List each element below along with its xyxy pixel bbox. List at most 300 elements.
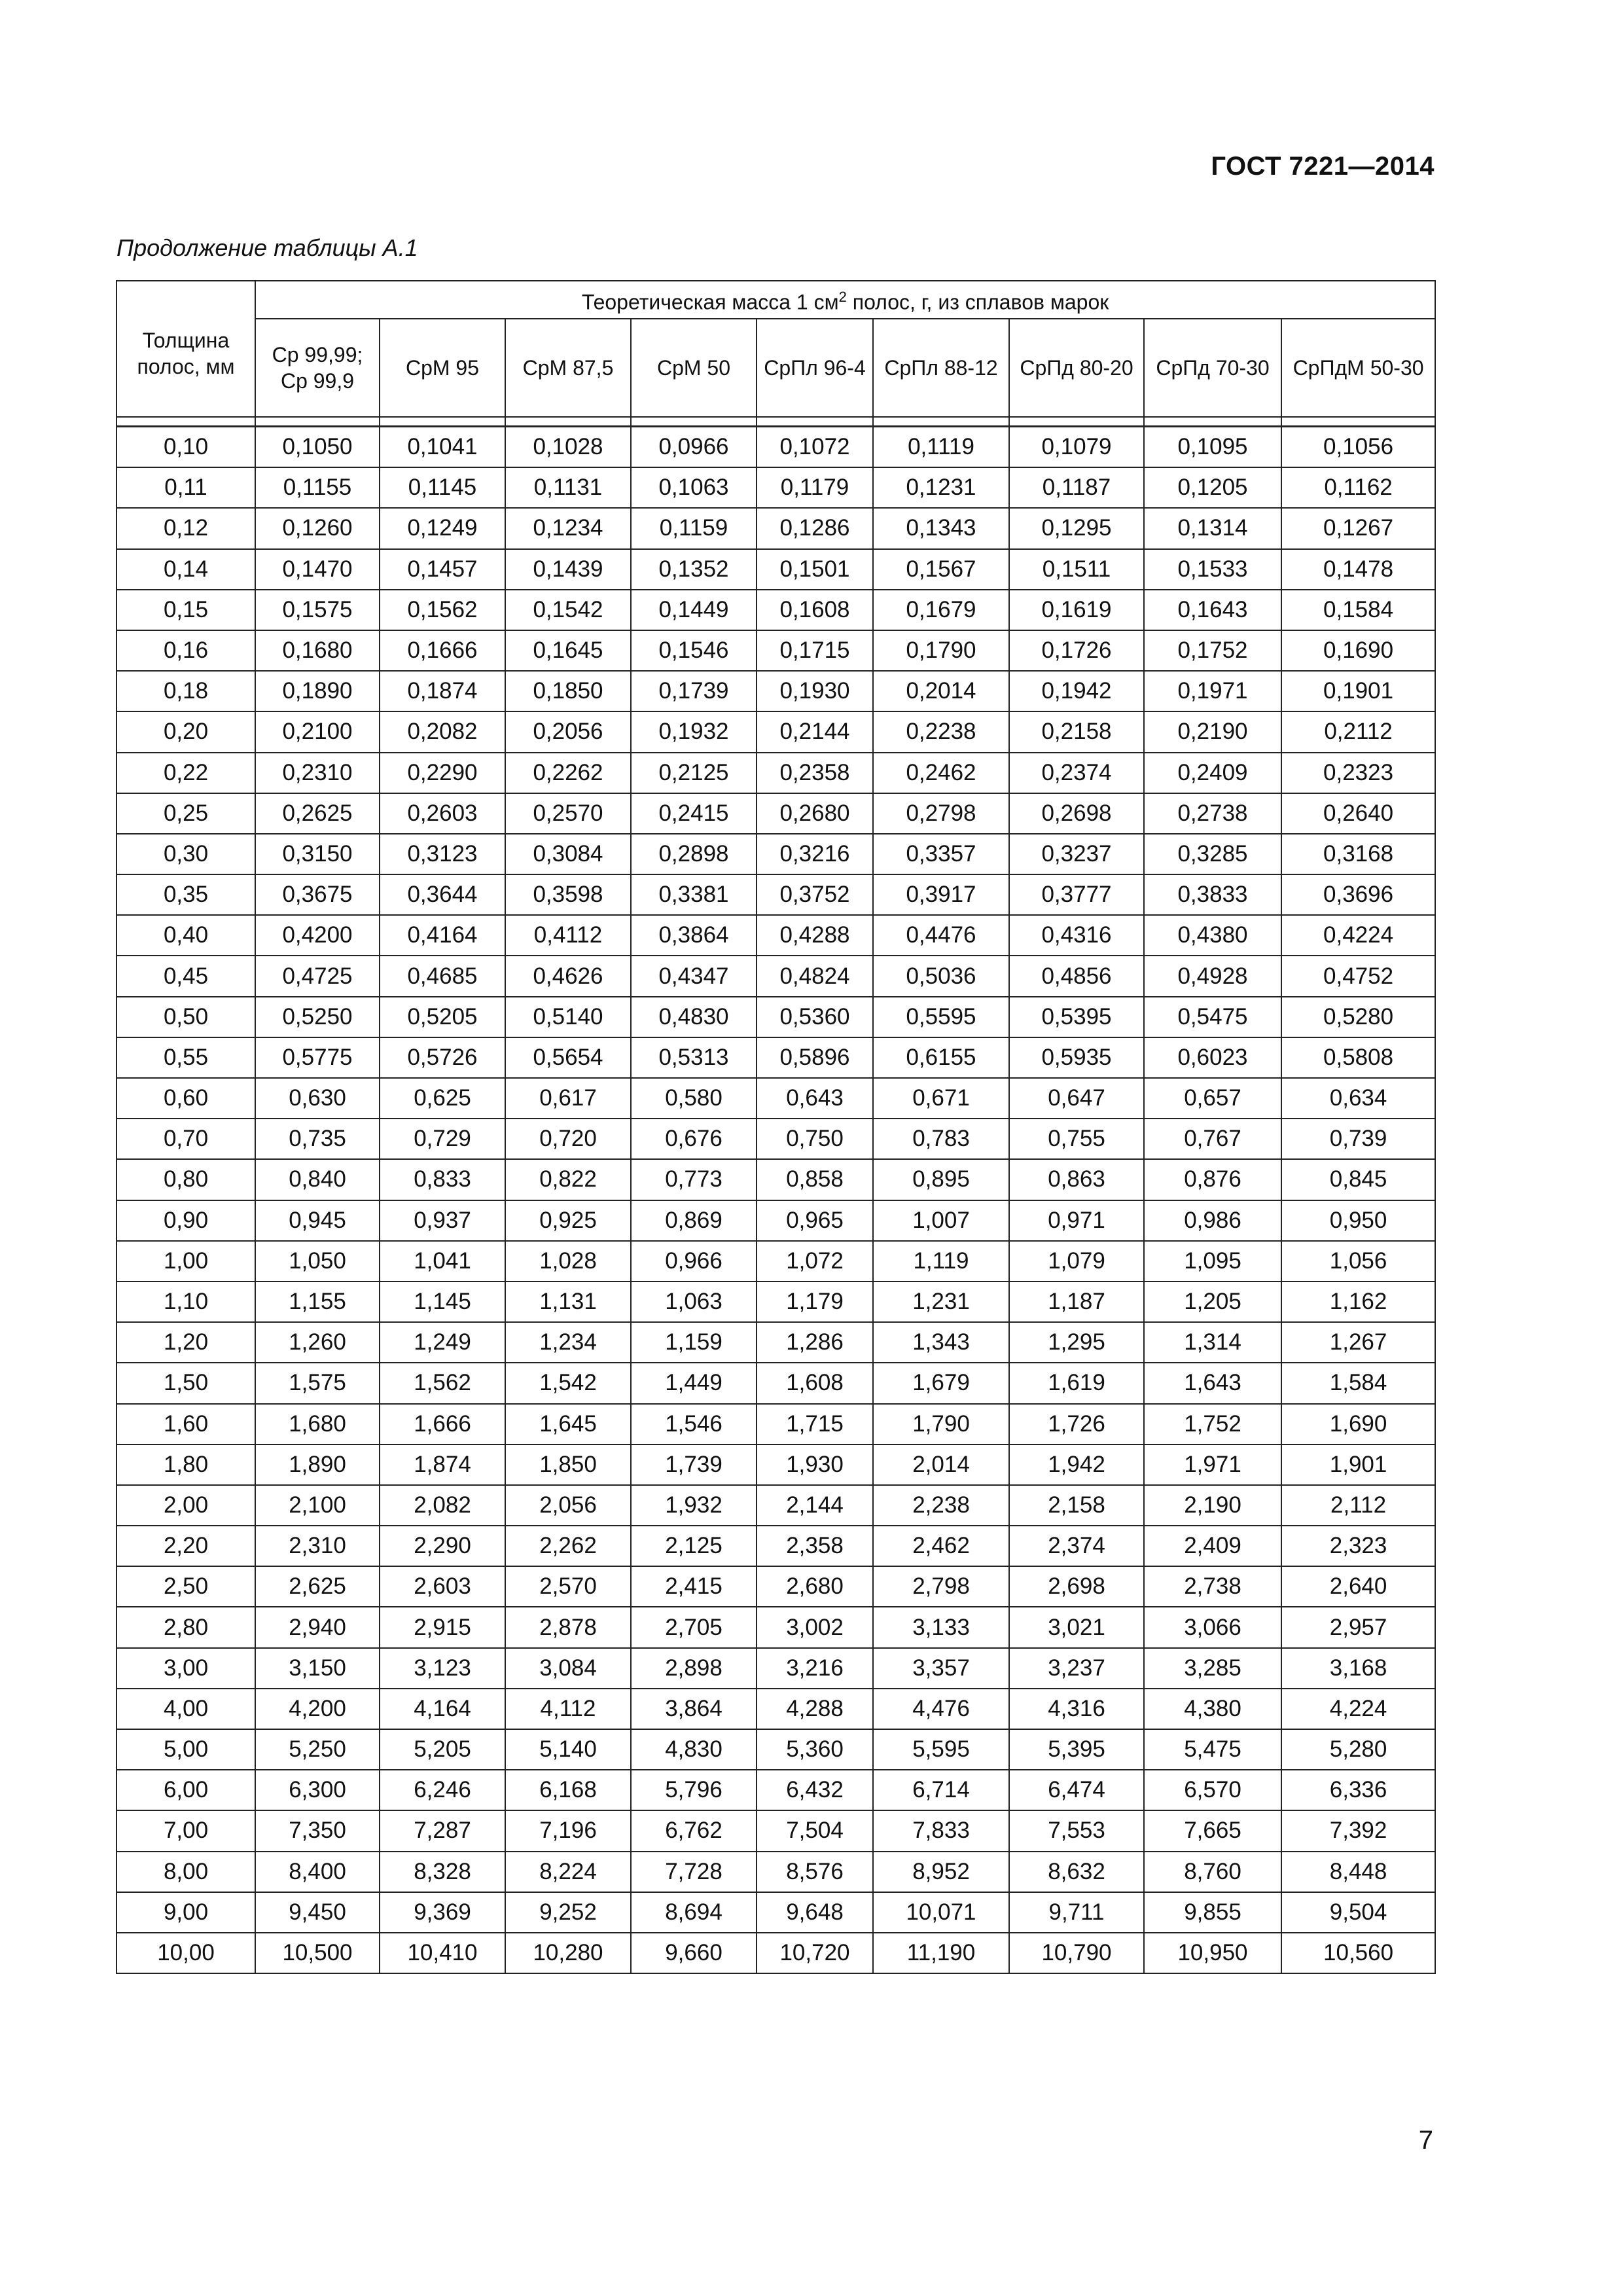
header-gap-row xyxy=(116,417,1435,427)
mass-cell: 0,750 xyxy=(757,1119,873,1159)
mass-cell: 0,4928 xyxy=(1144,956,1281,996)
mass-cell: 0,3381 xyxy=(631,874,757,915)
thickness-cell: 0,16 xyxy=(116,630,255,671)
mass-cell: 1,542 xyxy=(505,1363,631,1403)
mass-cell: 1,267 xyxy=(1281,1322,1435,1363)
mass-cell: 6,432 xyxy=(757,1770,873,1810)
mass-cell: 1,679 xyxy=(873,1363,1009,1403)
mass-cell: 0,1179 xyxy=(757,467,873,508)
mass-cell: 1,056 xyxy=(1281,1241,1435,1282)
mass-cell: 0,4856 xyxy=(1009,956,1144,996)
mass-cell: 1,608 xyxy=(757,1363,873,1403)
table-row xyxy=(116,1119,1435,1159)
mass-cell: 1,205 xyxy=(1144,1282,1281,1322)
mass-cell: 0,2680 xyxy=(757,793,873,834)
mass-cell: 0,1666 xyxy=(380,630,505,671)
column-header: СрПд 80-20 xyxy=(1009,319,1144,417)
thickness-cell: 1,50 xyxy=(116,1363,255,1403)
mass-cell: 0,858 xyxy=(757,1159,873,1200)
mass-cell: 0,833 xyxy=(380,1159,505,1200)
mass-cell: 8,448 xyxy=(1281,1852,1435,1892)
thickness-cell: 2,00 xyxy=(116,1485,255,1526)
mass-cell: 0,1542 xyxy=(505,590,631,630)
mass-cell: 0,3357 xyxy=(873,834,1009,874)
mass-cell: 1,874 xyxy=(380,1444,505,1485)
mass-cell: 0,2603 xyxy=(380,793,505,834)
mass-cell: 0,5475 xyxy=(1144,997,1281,1037)
mass-cell: 0,2625 xyxy=(255,793,380,834)
mass-cell: 0,1439 xyxy=(505,549,631,590)
mass-cell: 0,1478 xyxy=(1281,549,1435,590)
mass-cell: 0,3216 xyxy=(757,834,873,874)
mass-cell: 0,1162 xyxy=(1281,467,1435,508)
mass-cell: 0,1608 xyxy=(757,590,873,630)
mass-cell: 0,5896 xyxy=(757,1037,873,1078)
mass-cell: 0,6023 xyxy=(1144,1037,1281,1078)
mass-cell: 1,295 xyxy=(1009,1322,1144,1363)
column-header: Ср 99,99; Ср 99,9 xyxy=(255,319,380,417)
mass-cell: 5,360 xyxy=(757,1729,873,1770)
mass-cell: 0,986 xyxy=(1144,1200,1281,1241)
mass-cell: 10,280 xyxy=(505,1933,631,1973)
mass-cell: 9,660 xyxy=(631,1933,757,1973)
table-row xyxy=(116,874,1435,915)
mass-cell: 0,1726 xyxy=(1009,630,1144,671)
mass-cell: 0,1562 xyxy=(380,590,505,630)
mass-cell: 0,4725 xyxy=(255,956,380,996)
table-row xyxy=(116,1648,1435,1689)
mass-cell: 1,187 xyxy=(1009,1282,1144,1322)
mass-cell: 0,4626 xyxy=(505,956,631,996)
mass-cell: 0,1249 xyxy=(380,508,505,548)
mass-cell: 0,1942 xyxy=(1009,671,1144,711)
column-header: СрМ 50 xyxy=(631,319,757,417)
mass-cell: 3,168 xyxy=(1281,1648,1435,1689)
mass-cell: 0,1095 xyxy=(1144,427,1281,468)
mass-cell: 6,474 xyxy=(1009,1770,1144,1810)
mass-cell: 0,671 xyxy=(873,1078,1009,1119)
mass-cell: 0,2262 xyxy=(505,753,631,793)
mass-cell: 2,640 xyxy=(1281,1566,1435,1607)
mass-cell: 7,833 xyxy=(873,1810,1009,1851)
mass-cell: 1,680 xyxy=(255,1404,380,1444)
mass-cell: 1,079 xyxy=(1009,1241,1144,1282)
mass-cell: 1,850 xyxy=(505,1444,631,1485)
mass-cell: 1,063 xyxy=(631,1282,757,1322)
thickness-header: Толщина полос, мм xyxy=(116,281,255,417)
thickness-cell: 0,10 xyxy=(116,427,255,468)
mass-cell: 0,625 xyxy=(380,1078,505,1119)
thickness-cell: 0,22 xyxy=(116,753,255,793)
mass-cell: 0,5808 xyxy=(1281,1037,1435,1078)
mass-cell: 0,657 xyxy=(1144,1078,1281,1119)
mass-cell: 0,643 xyxy=(757,1078,873,1119)
mass-cell: 0,2570 xyxy=(505,793,631,834)
thickness-cell: 2,20 xyxy=(116,1526,255,1566)
mass-cell: 0,5395 xyxy=(1009,997,1144,1037)
mass-cell: 0,3237 xyxy=(1009,834,1144,874)
table-row xyxy=(116,1159,1435,1200)
mass-cell: 5,395 xyxy=(1009,1729,1144,1770)
mass-cell: 0,4164 xyxy=(380,915,505,956)
mass-cell: 0,1079 xyxy=(1009,427,1144,468)
mass-cell: 9,252 xyxy=(505,1892,631,1933)
mass-cell: 1,314 xyxy=(1144,1322,1281,1363)
mass-cell: 0,755 xyxy=(1009,1119,1144,1159)
mass-cell: 1,790 xyxy=(873,1404,1009,1444)
thickness-cell: 4,00 xyxy=(116,1689,255,1729)
mass-cell: 0,3752 xyxy=(757,874,873,915)
mass-cell: 2,358 xyxy=(757,1526,873,1566)
table-row xyxy=(116,427,1435,468)
mass-cell: 3,150 xyxy=(255,1648,380,1689)
mass-cell: 0,735 xyxy=(255,1119,380,1159)
mass-cell: 6,762 xyxy=(631,1810,757,1851)
mass-cell: 0,966 xyxy=(631,1241,757,1282)
column-header: СрМ 87,5 xyxy=(505,319,631,417)
thickness-cell: 0,12 xyxy=(116,508,255,548)
mass-cell: 0,2056 xyxy=(505,711,631,752)
mass-cell: 0,1314 xyxy=(1144,508,1281,548)
mass-cell: 2,940 xyxy=(255,1607,380,1647)
table-row xyxy=(116,549,1435,590)
thickness-cell: 0,50 xyxy=(116,997,255,1037)
mass-cell: 0,1971 xyxy=(1144,671,1281,711)
mass-cell: 7,504 xyxy=(757,1810,873,1851)
thickness-cell: 0,20 xyxy=(116,711,255,752)
mass-cell: 1,546 xyxy=(631,1404,757,1444)
table-row xyxy=(116,711,1435,752)
mass-cell: 0,1159 xyxy=(631,508,757,548)
mass-cell: 2,915 xyxy=(380,1607,505,1647)
mass-cell: 6,246 xyxy=(380,1770,505,1810)
page-number: 7 xyxy=(1418,2126,1433,2155)
mass-cell: 0,1511 xyxy=(1009,549,1144,590)
table-row xyxy=(116,508,1435,548)
thickness-cell: 8,00 xyxy=(116,1852,255,1892)
mass-cell: 0,1234 xyxy=(505,508,631,548)
mass-cell: 0,1752 xyxy=(1144,630,1281,671)
mass-cell: 0,1449 xyxy=(631,590,757,630)
mass-cell: 0,2798 xyxy=(873,793,1009,834)
mass-cell: 7,665 xyxy=(1144,1810,1281,1851)
thickness-cell: 6,00 xyxy=(116,1770,255,1810)
mass-cell: 1,050 xyxy=(255,1241,380,1282)
mass-cell: 0,634 xyxy=(1281,1078,1435,1119)
mass-cell: 9,648 xyxy=(757,1892,873,1933)
mass-cell: 2,238 xyxy=(873,1485,1009,1526)
mass-cell: 7,553 xyxy=(1009,1810,1144,1851)
table-row xyxy=(116,1810,1435,1851)
mass-cell: 0,3675 xyxy=(255,874,380,915)
mass-cell: 0,1231 xyxy=(873,467,1009,508)
mass-cell: 1,343 xyxy=(873,1322,1009,1363)
mass-cell: 0,739 xyxy=(1281,1119,1435,1159)
mass-cell: 5,250 xyxy=(255,1729,380,1770)
mass-cell: 0,1155 xyxy=(255,467,380,508)
mass-cell: 3,133 xyxy=(873,1607,1009,1647)
mass-cell: 3,357 xyxy=(873,1648,1009,1689)
group-header-after: полос, г, из сплавов марок xyxy=(846,290,1109,314)
mass-cell: 5,475 xyxy=(1144,1729,1281,1770)
table-row xyxy=(116,671,1435,711)
mass-cell: 0,630 xyxy=(255,1078,380,1119)
mass-cell: 0,1119 xyxy=(873,427,1009,468)
mass-cell: 0,0966 xyxy=(631,427,757,468)
mass-cell: 0,3285 xyxy=(1144,834,1281,874)
mass-cell: 7,728 xyxy=(631,1852,757,1892)
mass-cell: 1,890 xyxy=(255,1444,380,1485)
mass-cell: 0,1533 xyxy=(1144,549,1281,590)
mass-cell: 3,066 xyxy=(1144,1607,1281,1647)
mass-cell: 4,380 xyxy=(1144,1689,1281,1729)
mass-cell: 1,155 xyxy=(255,1282,380,1322)
thickness-cell: 9,00 xyxy=(116,1892,255,1933)
mass-cell: 10,071 xyxy=(873,1892,1009,1933)
mass-cell: 0,3150 xyxy=(255,834,380,874)
mass-cell: 1,942 xyxy=(1009,1444,1144,1485)
mass-cell: 0,3598 xyxy=(505,874,631,915)
mass-cell: 1,901 xyxy=(1281,1444,1435,1485)
mass-cell: 0,950 xyxy=(1281,1200,1435,1241)
mass-cell: 0,1567 xyxy=(873,549,1009,590)
mass-cell: 0,1205 xyxy=(1144,467,1281,508)
mass-cell: 2,570 xyxy=(505,1566,631,1607)
thickness-cell: 10,00 xyxy=(116,1933,255,1973)
mass-cell: 0,971 xyxy=(1009,1200,1144,1241)
mass-cell: 0,5280 xyxy=(1281,997,1435,1037)
mass-cell: 0,1041 xyxy=(380,427,505,468)
mass-cell: 4,316 xyxy=(1009,1689,1144,1729)
table-body xyxy=(116,427,1435,1974)
mass-cell: 2,100 xyxy=(255,1485,380,1526)
table-row xyxy=(116,1689,1435,1729)
mass-cell: 4,164 xyxy=(380,1689,505,1729)
mass-cell: 0,2014 xyxy=(873,671,1009,711)
thickness-cell: 3,00 xyxy=(116,1648,255,1689)
mass-cell: 7,287 xyxy=(380,1810,505,1851)
mass-cell: 2,705 xyxy=(631,1607,757,1647)
mass-cell: 0,1546 xyxy=(631,630,757,671)
mass-cell: 10,560 xyxy=(1281,1933,1435,1973)
mass-cell: 2,603 xyxy=(380,1566,505,1607)
mass-table xyxy=(116,280,1436,1974)
mass-cell: 0,5360 xyxy=(757,997,873,1037)
thickness-cell: 0,60 xyxy=(116,1078,255,1119)
mass-cell: 0,3833 xyxy=(1144,874,1281,915)
mass-cell: 1,619 xyxy=(1009,1363,1144,1403)
mass-cell: 9,711 xyxy=(1009,1892,1144,1933)
mass-cell: 1,752 xyxy=(1144,1404,1281,1444)
mass-cell: 2,738 xyxy=(1144,1566,1281,1607)
table-row xyxy=(116,915,1435,956)
mass-cell: 1,095 xyxy=(1144,1241,1281,1282)
table-row xyxy=(116,1607,1435,1647)
mass-cell: 1,666 xyxy=(380,1404,505,1444)
table-row xyxy=(116,1729,1435,1770)
mass-cell: 10,950 xyxy=(1144,1933,1281,1973)
mass-cell: 0,845 xyxy=(1281,1159,1435,1200)
table-row xyxy=(116,1241,1435,1282)
mass-cell: 1,739 xyxy=(631,1444,757,1485)
mass-cell: 7,392 xyxy=(1281,1810,1435,1851)
mass-cell: 1,162 xyxy=(1281,1282,1435,1322)
mass-cell: 0,720 xyxy=(505,1119,631,1159)
mass-cell: 0,1901 xyxy=(1281,671,1435,711)
mass-cell: 1,449 xyxy=(631,1363,757,1403)
mass-cell: 4,288 xyxy=(757,1689,873,1729)
mass-cell: 2,056 xyxy=(505,1485,631,1526)
mass-cell: 0,2144 xyxy=(757,711,873,752)
mass-cell: 0,2238 xyxy=(873,711,1009,752)
table-row xyxy=(116,1200,1435,1241)
table-row xyxy=(116,1322,1435,1363)
mass-cell: 2,409 xyxy=(1144,1526,1281,1566)
mass-cell: 0,676 xyxy=(631,1119,757,1159)
mass-cell: 5,595 xyxy=(873,1729,1009,1770)
mass-cell: 1,179 xyxy=(757,1282,873,1322)
mass-cell: 0,1575 xyxy=(255,590,380,630)
mass-cell: 2,798 xyxy=(873,1566,1009,1607)
mass-cell: 9,450 xyxy=(255,1892,380,1933)
mass-cell: 3,002 xyxy=(757,1607,873,1647)
table-row xyxy=(116,1282,1435,1322)
mass-cell: 1,930 xyxy=(757,1444,873,1485)
mass-cell: 8,576 xyxy=(757,1852,873,1892)
mass-cell: 4,112 xyxy=(505,1689,631,1729)
mass-cell: 0,1739 xyxy=(631,671,757,711)
mass-cell: 0,1050 xyxy=(255,427,380,468)
mass-cell: 0,5313 xyxy=(631,1037,757,1078)
mass-cell: 4,200 xyxy=(255,1689,380,1729)
mass-cell: 10,720 xyxy=(757,1933,873,1973)
mass-cell: 0,1295 xyxy=(1009,508,1144,548)
mass-cell: 0,2409 xyxy=(1144,753,1281,793)
mass-cell: 2,262 xyxy=(505,1526,631,1566)
mass-cell: 0,3917 xyxy=(873,874,1009,915)
mass-cell: 2,625 xyxy=(255,1566,380,1607)
mass-cell: 4,476 xyxy=(873,1689,1009,1729)
mass-cell: 1,260 xyxy=(255,1322,380,1363)
mass-cell: 0,4112 xyxy=(505,915,631,956)
table-row xyxy=(116,467,1435,508)
mass-cell: 0,945 xyxy=(255,1200,380,1241)
mass-cell: 0,4224 xyxy=(1281,915,1435,956)
mass-cell: 6,570 xyxy=(1144,1770,1281,1810)
thickness-cell: 2,50 xyxy=(116,1566,255,1607)
mass-cell: 0,863 xyxy=(1009,1159,1144,1200)
thickness-cell: 0,45 xyxy=(116,956,255,996)
mass-cell: 0,2415 xyxy=(631,793,757,834)
mass-cell: 0,2310 xyxy=(255,753,380,793)
mass-cell: 0,3168 xyxy=(1281,834,1435,874)
thickness-cell: 1,00 xyxy=(116,1241,255,1282)
mass-cell: 5,796 xyxy=(631,1770,757,1810)
mass-cell: 0,1501 xyxy=(757,549,873,590)
table-caption: Продолжение таблицы А.1 xyxy=(116,234,418,261)
table-row xyxy=(116,1566,1435,1607)
mass-cell: 0,5140 xyxy=(505,997,631,1037)
table-row xyxy=(116,1933,1435,1973)
mass-cell: 0,2738 xyxy=(1144,793,1281,834)
mass-cell: 2,415 xyxy=(631,1566,757,1607)
mass-cell: 1,145 xyxy=(380,1282,505,1322)
mass-cell: 0,1890 xyxy=(255,671,380,711)
mass-cell: 1,231 xyxy=(873,1282,1009,1322)
mass-cell: 9,504 xyxy=(1281,1892,1435,1933)
mass-cell: 2,323 xyxy=(1281,1526,1435,1566)
mass-cell: 2,680 xyxy=(757,1566,873,1607)
mass-cell: 0,580 xyxy=(631,1078,757,1119)
mass-cell: 0,1145 xyxy=(380,467,505,508)
mass-cell: 0,1131 xyxy=(505,467,631,508)
mass-cell: 0,5775 xyxy=(255,1037,380,1078)
mass-cell: 0,1930 xyxy=(757,671,873,711)
mass-cell: 1,234 xyxy=(505,1322,631,1363)
mass-cell: 0,3696 xyxy=(1281,874,1435,915)
mass-cell: 10,790 xyxy=(1009,1933,1144,1973)
mass-cell: 0,2125 xyxy=(631,753,757,793)
mass-cell: 0,5595 xyxy=(873,997,1009,1037)
mass-cell: 0,4752 xyxy=(1281,956,1435,996)
mass-cell: 2,374 xyxy=(1009,1526,1144,1566)
mass-cell: 2,898 xyxy=(631,1648,757,1689)
mass-cell: 0,2290 xyxy=(380,753,505,793)
mass-cell: 0,1715 xyxy=(757,630,873,671)
mass-cell: 7,196 xyxy=(505,1810,631,1851)
mass-cell: 0,840 xyxy=(255,1159,380,1200)
mass-cell: 0,3644 xyxy=(380,874,505,915)
mass-cell: 3,123 xyxy=(380,1648,505,1689)
mass-cell: 0,4824 xyxy=(757,956,873,996)
mass-cell: 0,5036 xyxy=(873,956,1009,996)
mass-cell: 0,4476 xyxy=(873,915,1009,956)
mass-cell: 0,3864 xyxy=(631,915,757,956)
mass-cell: 1,715 xyxy=(757,1404,873,1444)
thickness-cell: 0,25 xyxy=(116,793,255,834)
mass-cell: 10,500 xyxy=(255,1933,380,1973)
thickness-cell: 0,15 xyxy=(116,590,255,630)
mass-cell: 0,1260 xyxy=(255,508,380,548)
mass-cell: 2,144 xyxy=(757,1485,873,1526)
mass-cell: 0,965 xyxy=(757,1200,873,1241)
mass-cell: 0,1584 xyxy=(1281,590,1435,630)
thickness-cell: 1,60 xyxy=(116,1404,255,1444)
mass-cell: 0,1028 xyxy=(505,427,631,468)
table-row xyxy=(116,1770,1435,1810)
thickness-cell: 0,35 xyxy=(116,874,255,915)
mass-cell: 0,4830 xyxy=(631,997,757,1037)
mass-cell: 6,336 xyxy=(1281,1770,1435,1810)
mass-cell: 0,1470 xyxy=(255,549,380,590)
table-row xyxy=(116,1526,1435,1566)
table-row xyxy=(116,956,1435,996)
mass-cell: 8,694 xyxy=(631,1892,757,1933)
document-code: ГОСТ 7221—2014 xyxy=(1211,152,1435,181)
thickness-cell: 0,40 xyxy=(116,915,255,956)
mass-cell: 1,932 xyxy=(631,1485,757,1526)
mass-cell: 0,1619 xyxy=(1009,590,1144,630)
mass-cell: 1,249 xyxy=(380,1322,505,1363)
table-row xyxy=(116,1078,1435,1119)
mass-cell: 1,690 xyxy=(1281,1404,1435,1444)
table-row xyxy=(116,753,1435,793)
mass-cell: 0,4200 xyxy=(255,915,380,956)
mass-cell: 8,224 xyxy=(505,1852,631,1892)
mass-cell: 0,1874 xyxy=(380,671,505,711)
mass-cell: 0,1343 xyxy=(873,508,1009,548)
mass-cell: 2,082 xyxy=(380,1485,505,1526)
